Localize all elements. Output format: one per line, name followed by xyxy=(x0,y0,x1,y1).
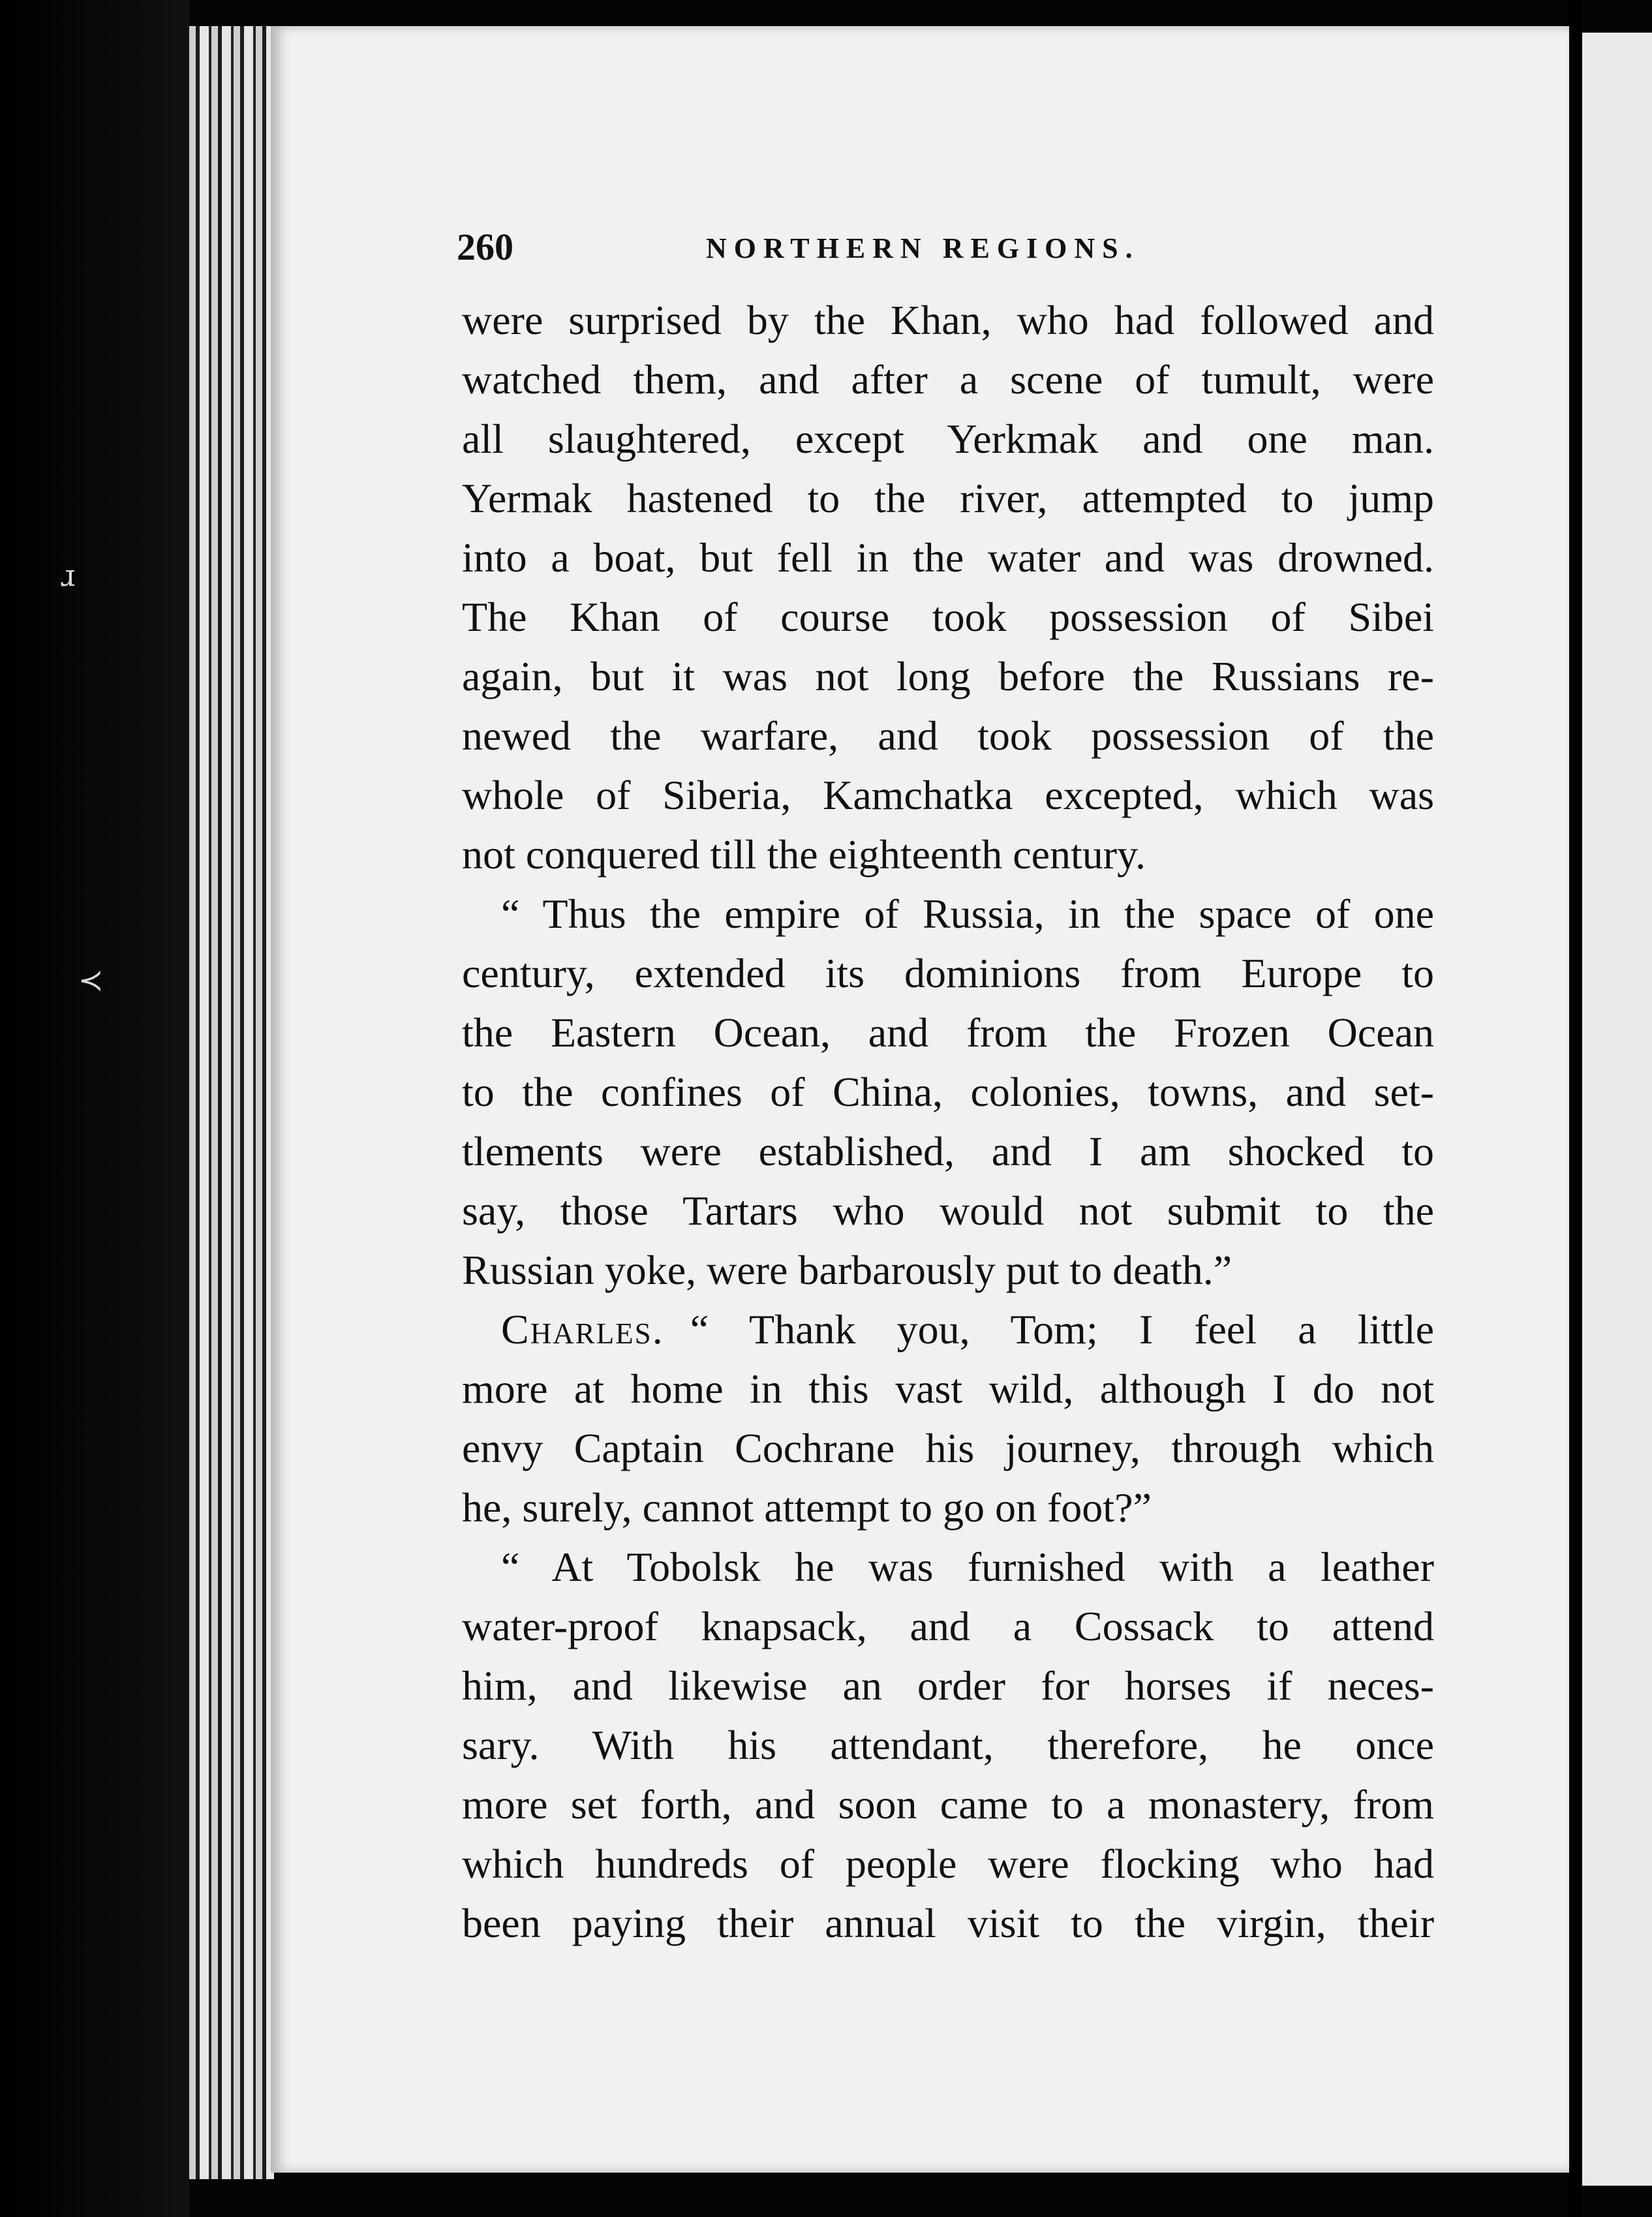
page-header xyxy=(457,225,1435,271)
text-line: envy Captain Cochrane his journey, through which xyxy=(462,1425,1434,1471)
text-line: whole of Siberia, Kamchatka excepted, which was xyxy=(462,772,1434,818)
text-line: again, but it was not long before the Russians re- xyxy=(462,653,1434,699)
spine-mark: ≺ xyxy=(78,962,104,998)
text-line: “ Thank you, Tom; I feel a little xyxy=(690,1306,1434,1353)
text-line: newed the warfare, and took possession of the xyxy=(462,712,1434,759)
text-line: more at home in this vast wild, although I do not xyxy=(462,1366,1434,1412)
text-line: watched them, and after a scene of tumult, were xyxy=(462,356,1434,403)
text-line: water-proof knapsack, and a Cossack to attend xyxy=(462,1603,1434,1649)
facing-page-edge xyxy=(1582,33,1652,2186)
text-line: sary. With his attendant, therefore, he once xyxy=(462,1722,1434,1768)
text-line: been paying their annual visit to the virgin, their xyxy=(462,1900,1434,1946)
text-line: say, those Tartars who would not submit to the xyxy=(462,1187,1434,1234)
text-line: more set forth, and soon came to a monastery, from xyxy=(462,1781,1434,1827)
text-line: Russian yoke, were barbarously put to death.” xyxy=(462,1247,1232,1293)
text-line: which hundreds of people were flocking who had xyxy=(462,1841,1434,1887)
page-edges xyxy=(189,26,274,2179)
dialogue-line xyxy=(462,1300,1434,1359)
text-line: The Khan of course took possession of Sibei xyxy=(462,594,1434,640)
page-number: 260 xyxy=(457,226,513,268)
text-line: he, surely, cannot attempt to go on foot?” xyxy=(462,1484,1152,1531)
running-head: NORTHERN REGIONS. xyxy=(706,232,1140,264)
text-line: to the confines of China, colonies, towns, and set- xyxy=(462,1069,1434,1115)
text-line: the Eastern Ocean, and from the Frozen Ocean xyxy=(462,1009,1434,1056)
text-line: “ At Tobolsk he was furnished with a leather xyxy=(501,1544,1434,1590)
text-line: tlements were established, and I am shocked to xyxy=(462,1128,1434,1174)
text-line: him, and likewise an order for horses if neces- xyxy=(462,1662,1434,1709)
body-text xyxy=(462,290,1434,1953)
text-line: century, extended its dominions from Europe to xyxy=(462,950,1434,996)
text-line: not conquered till the eighteenth century. xyxy=(462,831,1146,878)
spine-mark: ɹ xyxy=(60,558,76,593)
book-spine xyxy=(0,0,189,2217)
speaker-name: Charles. xyxy=(501,1306,664,1353)
text-line: Yermak hastened to the river, attempted to jump xyxy=(462,475,1434,521)
text-line: all slaughtered, except Yerkmak and one man. xyxy=(462,416,1434,462)
text-line: “ Thus the empire of Russia, in the space of one xyxy=(501,891,1434,937)
page-gutter xyxy=(1569,0,1582,2217)
text-line: were surprised by the Khan, who had followed and xyxy=(462,297,1434,343)
text-line: into a boat, but fell in the water and was drowned. xyxy=(462,534,1434,581)
